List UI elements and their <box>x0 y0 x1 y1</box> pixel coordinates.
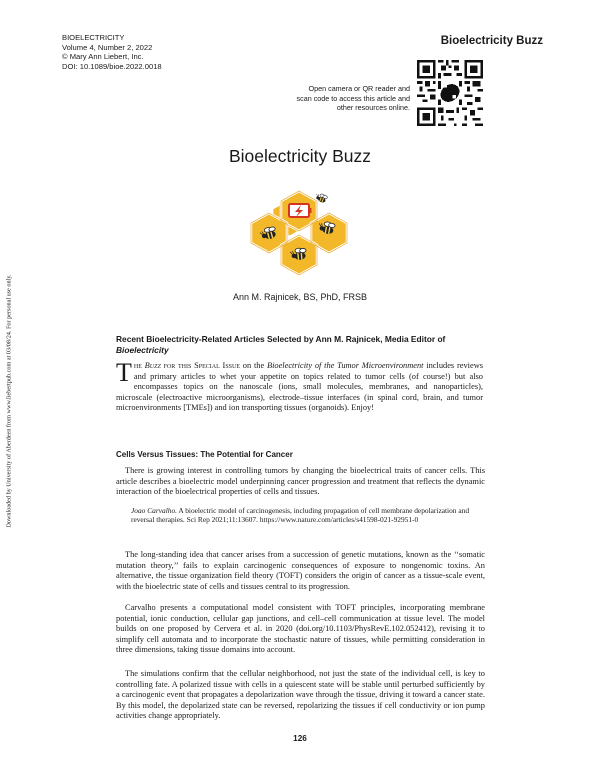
paragraph-text: Carvalho presents a computational model consistent with TOFT principles, incorporating membrane potential, ionic conduction, cellular gap junctions, and cell–cell communication at tissue level. The model builds on one proposed by Cervera et al. in 2020 (doi.org/10.1103/PhysRevE.102.052412), revising it to simplify cell automata and to incorporate the stochastic nature of tissues, while permitting consideration in three dimensions, taking tissue domains into account. <box>116 603 485 654</box>
drop-cap: T <box>116 358 132 387</box>
intro-buzz: Buzz <box>144 361 161 370</box>
volume-info: Volume 4, Number 2, 2022 <box>62 42 153 52</box>
intro-smallcaps: he <box>133 361 145 370</box>
subsection-title: Cells Versus Tissues: The Potential for Cancer <box>116 450 293 459</box>
body-paragraph <box>116 466 485 498</box>
running-head: Bioelectricity Buzz <box>440 35 543 47</box>
page-number: 126 <box>293 734 307 743</box>
download-notice-text: Downloaded by University of Aberdeen from www.liebertpub.com at 03/08/24. For personal use only. <box>5 274 12 528</box>
journal-meta <box>62 33 162 71</box>
intro-text: includes reviews and primary articles to whet your appetite on topics related to tumor cells (of course!) but also encompasses topics on the nanoscale (ions, small molecules, membranes, and nanoparticles), microscale (electroactive microorganisms), electrode–tissue interfaces (in spinal cord, brain, and tumor microenvironments [TMEs]) and ion transporting tissues (organoids). Enjoy! <box>116 361 484 413</box>
section-heading-lead: Recent Bioelectricity-Related Articles Selected by Ann M. Rajnicek, Media Editor of <box>116 334 446 344</box>
intro-smallcaps: for this Special Issue <box>160 361 241 370</box>
paragraph-text: There is growing interest in controlling tumors by changing the bioelectrical traits of cancer cells. This article describes a bioelectric model underpinning cancer progression and treatment that reflects the dynamic interaction of the bioelectrical properties of cells and tissues. <box>116 466 485 496</box>
section-heading-journal: Bioelectricity <box>116 345 169 355</box>
paragraph-text: The long-standing idea that cancer arises from a succession of genetic mutations, known as the ‘‘somatic mutation theory,’’ fails to explain carcinogenic consequences of exposure to nongenomic toxins. An alternative, the tissue organization field theory (TOFT) considers the origin of cancer as a tissue-scale event, with the bioelectric state of cells and tissues central to its progression. <box>116 550 485 591</box>
body-paragraph <box>116 603 485 656</box>
citation-author: Joao Carvalho. <box>131 506 177 515</box>
page-title: Bioelectricity Buzz <box>229 146 371 166</box>
download-notice <box>2 236 15 566</box>
copyright: © Mary Ann Liebert, Inc. <box>62 52 144 62</box>
qr-instructions: Open camera or QR reader and scan code to access this article and other resources online. <box>296 84 410 113</box>
author-line: Ann M. Rajnicek, BS, PhD, FRSB <box>232 292 368 302</box>
intro-text: on the <box>240 361 267 370</box>
body-paragraph <box>116 669 485 722</box>
citation-text[interactable]: A bioelectric model of carcinogenesis, including propagation of cell membrane depolarization and reversal therapies. Sci Rep 2021;11:13607. https://www.nature.com/articles/s41598-021-92951-0 <box>131 506 470 525</box>
qr-code-icon[interactable] <box>417 60 483 126</box>
intro-paragraph <box>116 358 484 414</box>
paragraph-text: The simulations confirm that the cellular neighborhood, not just the state of the individual cell, is key to controlling fate. A polarized tissue with cells in a quiescent state will be stable until perturbed sufficiently by a carcinogenic event that propagates a depolarization wave through the tissue, driving it toward a cancer state. By this model, the depolarized state can be reversed, repolarizing the tissues if cell conductivity or ion pump activities change appropriately. <box>116 669 485 720</box>
citation <box>131 506 471 525</box>
body-paragraph <box>116 550 485 592</box>
journal-name: BIOELECTRICITY <box>62 33 125 42</box>
bioelectricity-buzz-logo <box>240 189 358 279</box>
intro-theme: Bioelectricity of the Tumor Microenvironment <box>266 361 424 370</box>
section-heading <box>116 334 476 356</box>
doi[interactable]: DOI: 10.1089/bioe.2022.0018 <box>62 61 162 71</box>
battery-bolt-icon <box>289 204 312 217</box>
